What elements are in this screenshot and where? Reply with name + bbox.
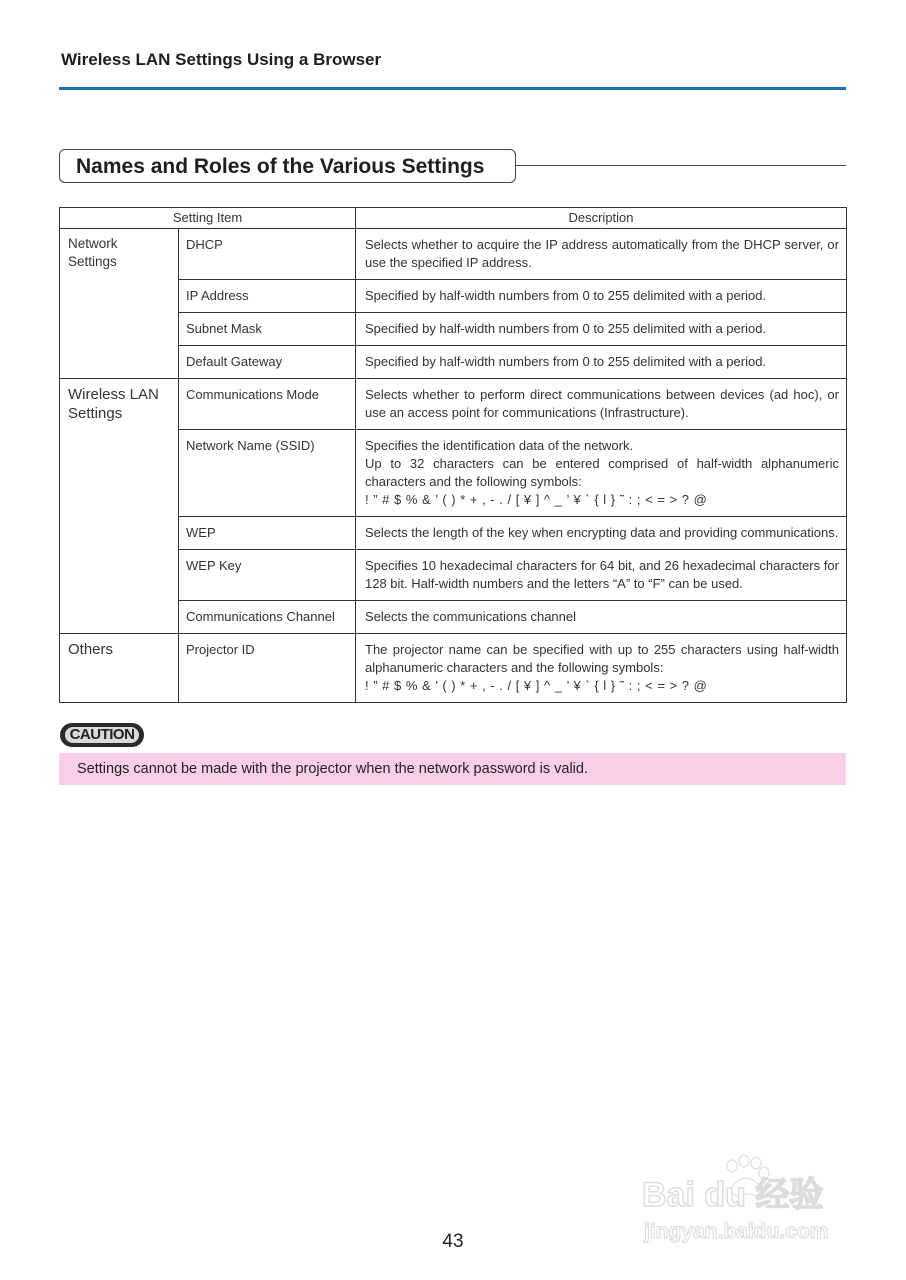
desc-projector-id bbox=[356, 634, 847, 703]
item-projector-id: Projector ID bbox=[179, 634, 356, 703]
desc-ip-address: Specified by half-width numbers from 0 to 255 delimited with a period. bbox=[356, 280, 847, 313]
desc-communications-mode: Selects whether to perform direct communications between devices (ad hoc), or use an access point for communications (Infrastructure). bbox=[356, 379, 847, 430]
desc-ssid-symbols: ! ” # $ % & ’ ( ) * + , - . / [ ¥ ] ^ _ ’ ¥ ` { l } ˜ : ; < = > ? @ bbox=[365, 492, 708, 507]
page-header-title: Wireless LAN Settings Using a Browser bbox=[61, 50, 382, 69]
table-row bbox=[60, 379, 847, 430]
section-heading-box bbox=[59, 149, 516, 183]
table-row bbox=[60, 430, 847, 517]
desc-wep: Selects the length of the key when encrypting data and providing communications. bbox=[356, 517, 847, 550]
desc-communications-channel: Selects the communications channel bbox=[356, 601, 847, 634]
caution-text: Settings cannot be made with the projector when the network password is valid. bbox=[77, 761, 588, 777]
item-wep-key: WEP Key bbox=[179, 550, 356, 601]
header-description: Description bbox=[356, 208, 847, 229]
item-network-name-ssid: Network Name (SSID) bbox=[179, 430, 356, 517]
desc-dhcp: Selects whether to acquire the IP address automatically from the DHCP server, or use the specified IP address. bbox=[356, 229, 847, 280]
table-row bbox=[60, 517, 847, 550]
table-row bbox=[60, 313, 847, 346]
item-ip-address: IP Address bbox=[179, 280, 356, 313]
caution-badge bbox=[60, 723, 144, 747]
desc-ssid-line2: Up to 32 characters can be entered comprised of half-width alphanumeric characters and the following symbols: bbox=[365, 456, 839, 489]
table-row bbox=[60, 229, 847, 280]
desc-ssid-line1: Specifies the identification data of the network. bbox=[365, 438, 634, 453]
watermark-url: jingyan.baidu.com bbox=[644, 1220, 829, 1243]
item-subnet-mask: Subnet Mask bbox=[179, 313, 356, 346]
item-default-gateway: Default Gateway bbox=[179, 346, 356, 379]
table-row bbox=[60, 550, 847, 601]
desc-projector-id-text: The projector name can be specified with up to 255 characters using half-width alphanumeric characters and the following symbols: bbox=[365, 642, 839, 675]
settings-table bbox=[59, 207, 847, 703]
header-divider bbox=[59, 87, 846, 90]
baidu-jingyan-watermark bbox=[640, 1150, 855, 1250]
watermark-brand: Bai du 经验 bbox=[642, 1176, 824, 1214]
table-row bbox=[60, 346, 847, 379]
desc-network-name-ssid bbox=[356, 430, 847, 517]
desc-wep-key: Specifies 10 hexadecimal characters for 64 bit, and 26 hexadecimal characters for 128 bit. Half-width numbers and the letters “A” to “F” can be used. bbox=[356, 550, 847, 601]
group-others: Others bbox=[60, 634, 179, 703]
item-communications-channel: Communications Channel bbox=[179, 601, 356, 634]
section-title: Names and Roles of the Various Settings bbox=[76, 155, 485, 178]
item-communications-mode: Communications Mode bbox=[179, 379, 356, 430]
group-wireless-lan-settings: Wireless LAN Settings bbox=[60, 379, 179, 634]
header-setting-item: Setting Item bbox=[60, 208, 356, 229]
caution-note bbox=[59, 753, 846, 785]
desc-subnet-mask: Specified by half-width numbers from 0 to 255 delimited with a period. bbox=[356, 313, 847, 346]
item-dhcp: DHCP bbox=[179, 229, 356, 280]
group-network-settings: Network Settings bbox=[60, 229, 179, 379]
table-header-row bbox=[60, 208, 847, 229]
page-number: 43 bbox=[442, 1231, 464, 1252]
desc-projector-id-symbols: ! ” # $ % & ’ ( ) * + , - . / [ ¥ ] ^ _ ’ ¥ ` { l } ˜ : ; < = > ? @ bbox=[365, 678, 708, 693]
table-row bbox=[60, 280, 847, 313]
caution-label: CAUTION bbox=[65, 727, 139, 743]
item-wep: WEP bbox=[179, 517, 356, 550]
section-heading-line bbox=[516, 165, 846, 166]
table-row bbox=[60, 634, 847, 703]
desc-default-gateway: Specified by half-width numbers from 0 to 255 delimited with a period. bbox=[356, 346, 847, 379]
table-row bbox=[60, 601, 847, 634]
